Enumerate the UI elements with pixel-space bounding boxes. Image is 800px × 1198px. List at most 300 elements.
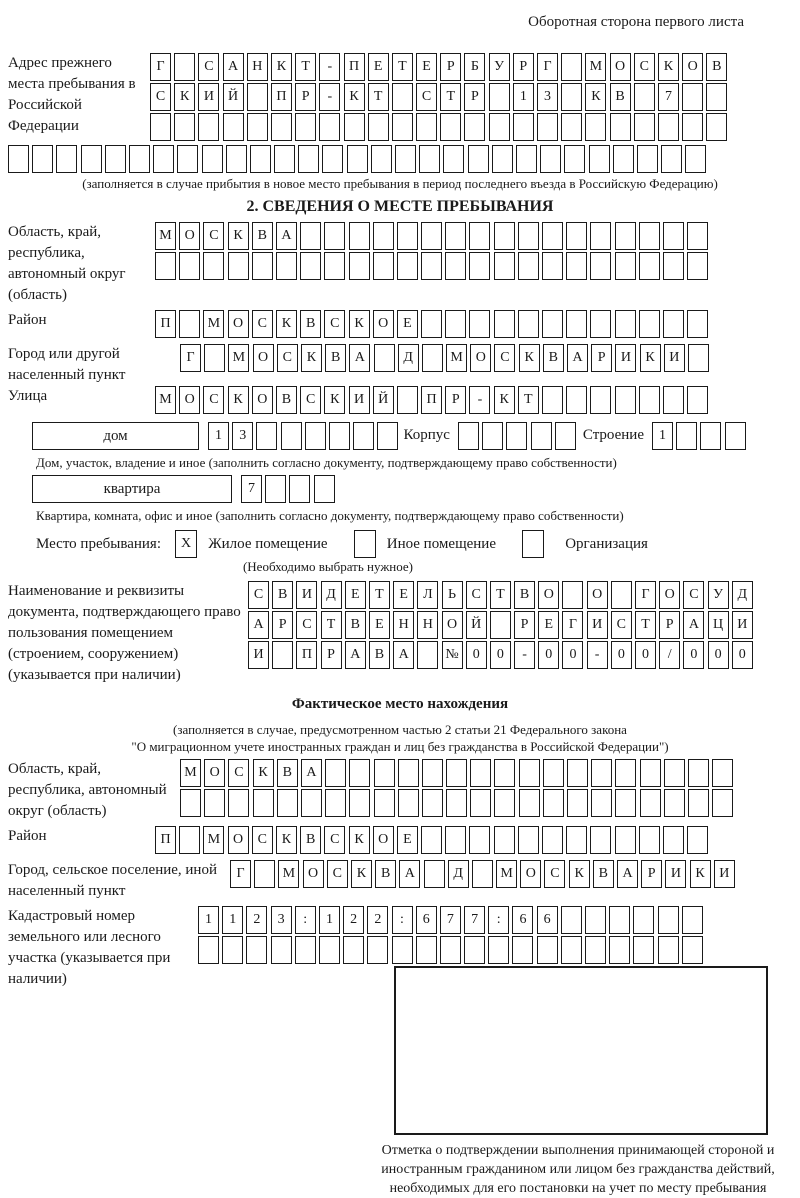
char-box: К [519, 344, 540, 372]
char-box [640, 789, 661, 817]
char-box [392, 936, 413, 964]
char-box: О [252, 386, 273, 414]
char-box [301, 789, 322, 817]
char-box [180, 789, 201, 817]
char-box [300, 222, 321, 250]
char-box: С [228, 759, 249, 787]
char-box [566, 222, 587, 250]
char-box [319, 113, 340, 141]
char-box [687, 252, 708, 280]
char-box: Р [513, 53, 534, 81]
document-row-1 [248, 581, 756, 609]
char-box [687, 310, 708, 338]
char-box [639, 826, 660, 854]
char-box [325, 789, 346, 817]
char-box [416, 936, 437, 964]
char-box: Е [397, 310, 418, 338]
document-block [8, 581, 792, 686]
char-box: Г [180, 344, 201, 372]
char-box [658, 113, 679, 141]
char-box [105, 145, 126, 173]
char-box: А [617, 860, 638, 888]
char-box: 7 [464, 906, 485, 934]
char-box [518, 310, 539, 338]
char-box: О [610, 53, 631, 81]
char-box: В [325, 344, 346, 372]
char-box [566, 310, 587, 338]
document-label: Наименование и реквизиты документа, подтверждающего право пользования помещением (строением, сооружением) (указывается при наличии) [8, 583, 241, 683]
char-box [712, 789, 733, 817]
char-box [687, 826, 708, 854]
char-box [561, 113, 582, 141]
char-box [494, 789, 515, 817]
char-box [537, 113, 558, 141]
char-box [295, 936, 316, 964]
char-box [494, 759, 515, 787]
char-box [464, 936, 485, 964]
char-box: Р [591, 344, 612, 372]
char-box: С [416, 83, 437, 111]
char-box: Н [247, 53, 268, 81]
char-box: С [248, 581, 269, 609]
char-box [314, 475, 335, 503]
char-box: С [634, 53, 655, 81]
char-box: Н [393, 611, 414, 639]
char-box [468, 145, 489, 173]
char-box [633, 906, 654, 934]
char-box: М [496, 860, 517, 888]
char-box: П [344, 53, 365, 81]
char-box: А [301, 759, 322, 787]
char-box [445, 222, 466, 250]
char-box [609, 906, 630, 934]
char-box [250, 145, 271, 173]
char-box [174, 53, 195, 81]
char-box [392, 83, 413, 111]
char-box [179, 310, 200, 338]
char-box [664, 789, 685, 817]
char-box [177, 145, 198, 173]
option-inoe-label: Иное помещение [386, 536, 496, 552]
char-box [585, 113, 606, 141]
char-box [543, 759, 564, 787]
actual-city-label: Город, сельское поселение, иной населенный пункт [8, 862, 217, 899]
char-box [688, 344, 709, 372]
char-box [482, 422, 503, 450]
char-box [228, 252, 249, 280]
char-box [353, 422, 374, 450]
char-box: К [324, 386, 345, 414]
char-box: О [538, 581, 559, 609]
char-box [325, 759, 346, 787]
char-box [319, 936, 340, 964]
char-box: О [442, 611, 463, 639]
char-box: № [442, 641, 463, 669]
char-box [416, 113, 437, 141]
char-box [542, 826, 563, 854]
char-box [489, 113, 510, 141]
char-box [658, 906, 679, 934]
char-box: Д [448, 860, 469, 888]
char-box: С [252, 826, 273, 854]
char-box: 0 [538, 641, 559, 669]
char-box: М [155, 386, 176, 414]
char-box [513, 113, 534, 141]
char-box: Т [440, 83, 461, 111]
actual-region-label: Область, край, республика, автономный округ (область) [8, 761, 167, 819]
char-box [129, 145, 150, 173]
char-box [687, 386, 708, 414]
char-box: М [585, 53, 606, 81]
char-box [542, 310, 563, 338]
char-box: М [180, 759, 201, 787]
char-box: И [664, 344, 685, 372]
char-box [688, 789, 709, 817]
char-box [377, 422, 398, 450]
district-block [8, 310, 792, 340]
char-box: О [228, 826, 249, 854]
char-box [591, 759, 612, 787]
char-box: О [587, 581, 608, 609]
char-box [398, 759, 419, 787]
char-box: И [615, 344, 636, 372]
actual-city-block [8, 860, 792, 902]
confirmation-stamp-box [394, 966, 768, 1135]
char-box [590, 826, 611, 854]
apartment-block [32, 475, 792, 503]
korpus-cells [458, 422, 579, 450]
char-box [153, 145, 174, 173]
street-row [155, 386, 711, 414]
char-box: 7 [658, 83, 679, 111]
char-box [470, 789, 491, 817]
char-box [421, 310, 442, 338]
char-box: А [683, 611, 704, 639]
document-row-2 [248, 611, 756, 639]
prev-address-note: (заполняется в случае прибытия в новое место пребывания в период последнего въезда в Российскую Федерацию) [82, 176, 718, 191]
char-box [367, 936, 388, 964]
char-box [374, 789, 395, 817]
char-box: 1 [652, 422, 673, 450]
char-box [374, 759, 395, 787]
char-box [252, 252, 273, 280]
char-box [540, 145, 561, 173]
char-box: М [446, 344, 467, 372]
char-box: И [349, 386, 370, 414]
char-box: 1 [198, 906, 219, 934]
char-box [422, 789, 443, 817]
char-box: Е [369, 611, 390, 639]
char-box: Р [514, 611, 535, 639]
char-box [542, 222, 563, 250]
char-box [518, 252, 539, 280]
char-box [470, 759, 491, 787]
stay-type-block [36, 530, 792, 558]
char-box [347, 145, 368, 173]
char-box [424, 860, 445, 888]
char-box [682, 113, 703, 141]
char-box: В [345, 611, 366, 639]
char-box: С [150, 83, 171, 111]
char-box: К [351, 860, 372, 888]
char-box: И [587, 611, 608, 639]
char-box [590, 222, 611, 250]
char-box [222, 936, 243, 964]
char-box: : [295, 906, 316, 934]
char-box [419, 145, 440, 173]
district-label: Район [8, 312, 47, 328]
char-box: М [278, 860, 299, 888]
char-box: Р [321, 641, 342, 669]
char-box [640, 759, 661, 787]
stroenie-label: Строение [582, 427, 644, 443]
char-box [179, 252, 200, 280]
char-box [685, 145, 706, 173]
actual-location-title: Фактическое место нахождения [291, 696, 509, 712]
char-box [566, 386, 587, 414]
char-box: В [706, 53, 727, 81]
cadastral-block [8, 906, 792, 1198]
actual-location-note-1: (заполняется в случае, предусмотренном частью 2 статьи 21 Федерального закона [173, 722, 627, 737]
char-box: С [611, 611, 632, 639]
prev-address-row-4 [8, 145, 792, 173]
char-box [247, 113, 268, 141]
char-box: С [277, 344, 298, 372]
char-box [349, 759, 370, 787]
char-box: 6 [416, 906, 437, 934]
char-box: М [155, 222, 176, 250]
char-box: П [421, 386, 442, 414]
char-box: К [301, 344, 322, 372]
char-box: 2 [246, 906, 267, 934]
char-box [615, 759, 636, 787]
char-box: С [327, 860, 348, 888]
char-box [506, 422, 527, 450]
stay-type-label: Место пребывания: [36, 536, 161, 552]
char-box [295, 113, 316, 141]
char-box [561, 53, 582, 81]
char-box: О [303, 860, 324, 888]
stroenie-cells [652, 422, 749, 450]
char-box [440, 936, 461, 964]
char-box: А [223, 53, 244, 81]
char-box [300, 252, 321, 280]
char-box: В [543, 344, 564, 372]
char-box [658, 936, 679, 964]
char-box [585, 906, 606, 934]
char-box [567, 759, 588, 787]
char-box [494, 826, 515, 854]
char-box [440, 113, 461, 141]
char-box [256, 422, 277, 450]
char-box [682, 936, 703, 964]
prev-address-row-2 [150, 83, 731, 111]
char-box [518, 826, 539, 854]
char-box: Е [416, 53, 437, 81]
prev-address-row-1 [150, 53, 731, 81]
char-box: С [296, 611, 317, 639]
char-box: К [253, 759, 274, 787]
char-box: 0 [683, 641, 704, 669]
char-box [202, 145, 223, 173]
actual-city-row [230, 860, 738, 888]
char-box: С [324, 310, 345, 338]
char-box [469, 252, 490, 280]
char-box [422, 344, 443, 372]
char-box [706, 113, 727, 141]
char-box [223, 113, 244, 141]
char-box [271, 113, 292, 141]
char-box [663, 252, 684, 280]
char-box [615, 252, 636, 280]
char-box: 2 [367, 906, 388, 934]
char-box [265, 475, 286, 503]
section2-title: 2. СВЕДЕНИЯ О МЕСТЕ ПРЕБЫВАНИЯ [246, 198, 554, 215]
char-box [81, 145, 102, 173]
char-box [488, 936, 509, 964]
char-box: Р [272, 611, 293, 639]
char-box: К [585, 83, 606, 111]
char-box: Д [321, 581, 342, 609]
char-box: 2 [343, 906, 364, 934]
char-box [566, 252, 587, 280]
char-box [458, 422, 479, 450]
char-box: - [319, 83, 340, 111]
char-box: К [658, 53, 679, 81]
char-box [615, 222, 636, 250]
char-box: 1 [319, 906, 340, 934]
char-box [281, 422, 302, 450]
cadastral-row-1 [198, 906, 788, 934]
char-box: 0 [562, 641, 583, 669]
char-box [472, 860, 493, 888]
char-box: С [203, 386, 224, 414]
char-box: Г [150, 53, 171, 81]
char-box [663, 222, 684, 250]
char-box: Р [295, 83, 316, 111]
char-box [329, 422, 350, 450]
char-box: О [179, 386, 200, 414]
char-box: 1 [222, 906, 243, 934]
char-box: С [198, 53, 219, 81]
char-box [469, 222, 490, 250]
char-box: Т [368, 83, 389, 111]
char-box: Е [368, 53, 389, 81]
char-box: К [494, 386, 515, 414]
char-box: К [690, 860, 711, 888]
char-box [445, 252, 466, 280]
char-box [518, 222, 539, 250]
cadastral-row-2 [198, 936, 788, 964]
char-box [590, 310, 611, 338]
char-box [469, 826, 490, 854]
street-label: Улица [8, 388, 48, 404]
char-box [179, 826, 200, 854]
char-box: Р [641, 860, 662, 888]
char-box: К [228, 222, 249, 250]
char-box: П [296, 641, 317, 669]
char-box [469, 310, 490, 338]
confirmation-caption: Отметка о подтверждении выполнения принимающей стороной и иностранным гражданином или лицом без гражданства действий, необходимых для его постановки на учет по месту пребывания [381, 1143, 775, 1196]
checkbox-inoe [354, 530, 376, 558]
char-box: К [276, 310, 297, 338]
char-box: Г [635, 581, 656, 609]
char-box: М [203, 826, 224, 854]
char-box: 1 [208, 422, 229, 450]
char-box: В [272, 581, 293, 609]
char-box [445, 826, 466, 854]
char-box: С [494, 344, 515, 372]
char-box: К [174, 83, 195, 111]
char-box [663, 310, 684, 338]
char-box: В [375, 860, 396, 888]
char-box: А [276, 222, 297, 250]
char-box [374, 344, 395, 372]
char-box [611, 581, 632, 609]
char-box: - [587, 641, 608, 669]
char-box [494, 252, 515, 280]
region-label: Область, край, республика, автономный округ (область) [8, 224, 126, 303]
char-box: О [470, 344, 491, 372]
char-box: Т [369, 581, 390, 609]
char-box: Л [417, 581, 438, 609]
char-box: К [276, 826, 297, 854]
char-box: П [271, 83, 292, 111]
char-box: Ц [708, 611, 729, 639]
char-box [639, 310, 660, 338]
char-box [349, 789, 370, 817]
apartment-note: Квартира, комната, офис и иное (заполнить согласно документу, подтверждающему право собственности) [36, 508, 624, 523]
char-box [298, 145, 319, 173]
char-box: 0 [611, 641, 632, 669]
char-box [397, 252, 418, 280]
char-box: 0 [708, 641, 729, 669]
char-box [343, 936, 364, 964]
document-rows [248, 581, 756, 671]
char-box: С [203, 222, 224, 250]
char-box [590, 386, 611, 414]
char-box: - [514, 641, 535, 669]
char-box [198, 936, 219, 964]
char-box: С [683, 581, 704, 609]
char-box: Т [635, 611, 656, 639]
char-box: Е [397, 826, 418, 854]
char-box: В [300, 310, 321, 338]
char-box: Г [537, 53, 558, 81]
char-box [633, 936, 654, 964]
char-box [664, 759, 685, 787]
char-box [494, 222, 515, 250]
char-box [247, 83, 268, 111]
char-box: П [155, 310, 176, 338]
district-row [155, 310, 711, 338]
char-box: Й [466, 611, 487, 639]
char-box [322, 145, 343, 173]
char-box [688, 759, 709, 787]
char-box [591, 789, 612, 817]
char-box: В [610, 83, 631, 111]
char-box: И [248, 641, 269, 669]
document-row-3 [248, 641, 756, 669]
char-box [663, 386, 684, 414]
char-box: Р [440, 53, 461, 81]
char-box: К [349, 310, 370, 338]
char-box: Т [518, 386, 539, 414]
char-box: Т [295, 53, 316, 81]
char-box: Е [345, 581, 366, 609]
char-box: 0 [732, 641, 753, 669]
char-box: 3 [232, 422, 253, 450]
